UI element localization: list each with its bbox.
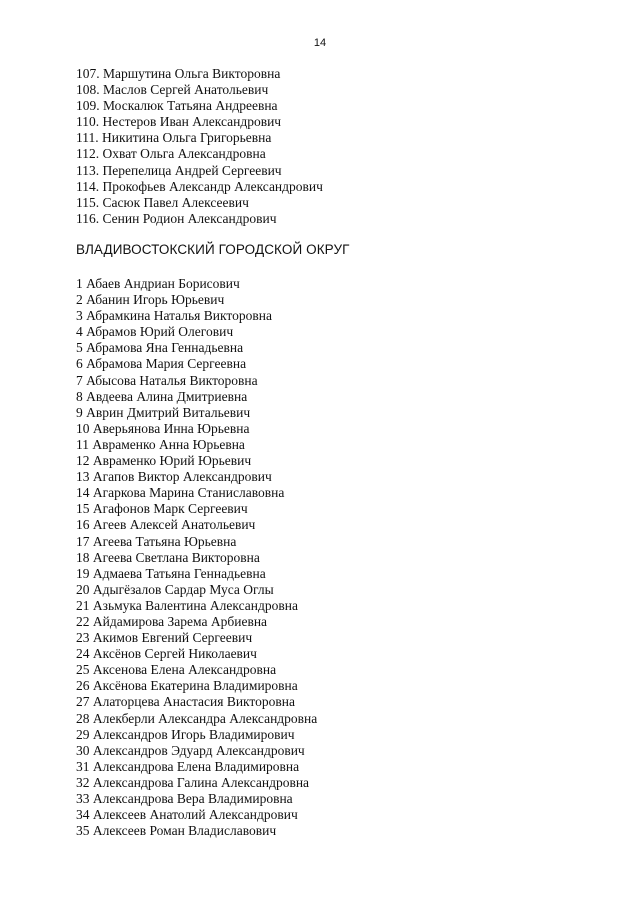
- list-item: 22 Айдамирова Зарема Арбиевна: [76, 613, 268, 629]
- list-item: 4 Абрамов Юрий Олегович: [76, 324, 234, 340]
- list-item: 111. Никитина Ольга Григорьевна: [76, 130, 272, 146]
- list-item: 15 Агафонов Марк Сергеевич: [76, 501, 248, 517]
- list-item: 30 Александров Эдуард Александрович: [76, 742, 305, 758]
- list-item: 116. Сенин Родион Александрович: [76, 210, 277, 226]
- list-item: 109. Москалюк Татьяна Андреевна: [76, 98, 278, 114]
- page-number: 14: [313, 37, 327, 49]
- list-item: 24 Аксёнов Сергей Николаевич: [76, 646, 257, 662]
- list-item: 2 Абанин Игорь Юрьевич: [76, 292, 225, 308]
- list-item: 8 Авдеева Алина Дмитриевна: [76, 388, 248, 404]
- list-item: 31 Александрова Елена Владимировна: [76, 758, 300, 774]
- list-item: 29 Александров Игорь Владимирович: [76, 726, 295, 742]
- list-item: 6 Абрамова Мария Сергеевна: [76, 356, 247, 372]
- list-item: 21 Азьмука Валентина Александровна: [76, 597, 298, 613]
- list-item: 13 Агапов Виктор Александрович: [76, 469, 272, 485]
- list-item: 110. Нестеров Иван Александрович: [76, 114, 282, 130]
- list-item: 115. Сасюк Павел Алексеевич: [76, 194, 249, 210]
- name-list-continued: [76, 66, 323, 227]
- list-item: 7 Абысова Наталья Викторовна: [76, 372, 258, 388]
- list-item: 16 Агеев Алексей Анатольевич: [76, 517, 256, 533]
- list-item: 17 Агеева Татьяна Юрьевна: [76, 533, 237, 549]
- list-item: 28 Алекберли Александра Александровна: [76, 710, 318, 726]
- list-item: 3 Абрамкина Наталья Викторовна: [76, 308, 272, 324]
- list-item: 114. Прокофьев Александр Александрович: [76, 178, 323, 194]
- list-item: 32 Александрова Галина Александровна: [76, 774, 310, 790]
- list-item: 1 Абаев Андриан Борисович: [76, 276, 240, 291]
- list-item: 10 Аверьянова Инна Юрьевна: [76, 420, 250, 436]
- list-item: 26 Аксёнова Екатерина Владимировна: [76, 678, 298, 694]
- list-item: 112. Охват Ольга Александровна: [76, 146, 266, 162]
- name-list-section: [76, 276, 317, 839]
- list-item: 18 Агеева Светлана Викторовна: [76, 549, 260, 565]
- list-item: 11 Авраменко Анна Юрьевна: [76, 436, 245, 452]
- list-item: 5 Абрамова Яна Геннадьевна: [76, 340, 244, 356]
- section-heading: ВЛАДИВОСТОКСКИЙ ГОРОДСКОЙ ОКРУГ: [76, 242, 350, 257]
- list-item: 27 Алаторцева Анастасия Викторовна: [76, 694, 295, 710]
- list-item: 23 Акимов Евгений Сергеевич: [76, 630, 253, 646]
- list-item: 34 Алексеев Анатолий Александрович: [76, 807, 298, 823]
- list-item: 12 Авраменко Юрий Юрьевич: [76, 453, 252, 469]
- list-item: 25 Аксенова Елена Александровна: [76, 662, 277, 678]
- list-item: 19 Адмаева Татьяна Геннадьевна: [76, 565, 266, 581]
- list-item: 33 Александрова Вера Владимировна: [76, 791, 293, 806]
- list-item: 108. Маслов Сергей Анатольевич: [76, 82, 269, 98]
- list-item: 14 Агаркова Марина Станиславовна: [76, 485, 285, 501]
- list-item: 113. Перепелица Андрей Сергеевич: [76, 162, 282, 178]
- list-item: 20 Адыгёзалов Сардар Муса Оглы: [76, 581, 274, 597]
- list-item: 35 Алексеев Роман Владиславович: [76, 823, 277, 839]
- list-item: 9 Аврин Дмитрий Витальевич: [76, 404, 251, 420]
- list-item: 107. Маршутина Ольга Викторовна: [76, 66, 281, 81]
